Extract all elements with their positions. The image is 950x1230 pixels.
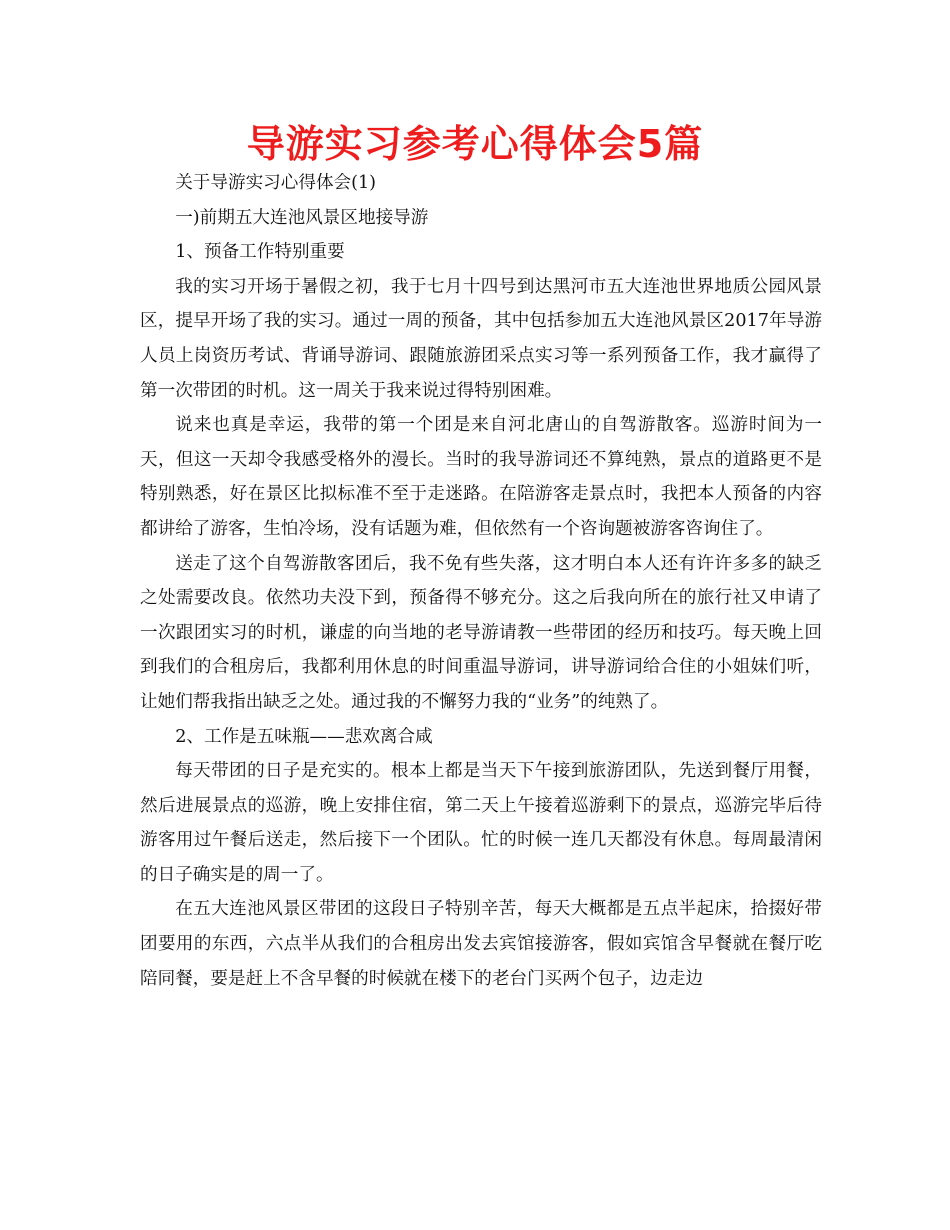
point-heading: 2、工作是五味瓶——悲欢离合咸	[175, 726, 433, 747]
body-paragraph: 每天带团的日子是充实的。根本上都是当天下午接到旅游团队，先送到餐厅用餐，然后进展景点的巡游，晚上安排住宿，第二天上午接着巡游剩下的景点，巡游完毕后待游客用过午餐后送走，然后接下一个团队。忙的时候一连几天都没有休息。每周最清闲的日子确实是的周一了。	[140, 761, 822, 885]
body-paragraph: 我的实习开场于暑假之初，我于七月十四号到达黑河市五大连池世界地质公园风景区，提早开场了我的实习。通过一周的预备，其中包括参加五大连池风景区2017年导游人员上岗资历考试、背诵导游词、跟随旅游团采点实习等一系列预备工作，我才赢得了第一次带团的时机。这一周关于我来说过得特别困难。	[140, 276, 822, 401]
body-paragraph: 说来也真是幸运，我带的第一个团是来自河北唐山的自驾游散客。巡游时间为一天，但这一天却令我感受格外的漫长。当时的我导游词还不算纯熟，景点的道路更不是特别熟悉，好在景区比拟标准不至于走迷路。在陪游客走景点时，我把本人预备的内容都讲给了游客，生怕冷场，没有话题为难，但依然有一个咨询题被游客咨询住了。	[140, 415, 822, 539]
subsection-heading: 一)前期五大连池风景区地接导游	[175, 207, 429, 228]
body-paragraph: 在五大连池风景区带团的这段日子特别辛苦，每天大概都是五点半起床，拾掇好带团要用的东西，六点半从我们的合租房出发去宾馆接游客，假如宾馆含早餐就在餐厅吃陪同餐，要是赶上不含早餐的时候就在楼下的老台门买两个包子，边走边	[140, 899, 822, 989]
document-title: 导游实习参考心得体会5篇	[246, 122, 704, 166]
point-heading: 1、预备工作特别重要	[175, 242, 345, 263]
body-paragraph: 送走了这个自驾游散客团后，我不免有些失落，这才明白本人还有许许多多的缺乏之处需要改良。依然功夫没下到，预备得不够充分。这之后我向所在的旅行社又申请了一次跟团实习的时机，谦虚的向当地的老导游请教一些带团的经历和技巧。每天晚上回到我们的合租房后，我都利用休息的时间重温导游词，讲导游词给合住的小姐妹们听，让她们帮我指出缺乏之处。通过我的不懈努力我的“业务”的纯熟了。	[140, 553, 822, 712]
document-body	[140, 166, 822, 996]
section-heading: 关于导游实习心得体会(1)	[175, 173, 377, 193]
